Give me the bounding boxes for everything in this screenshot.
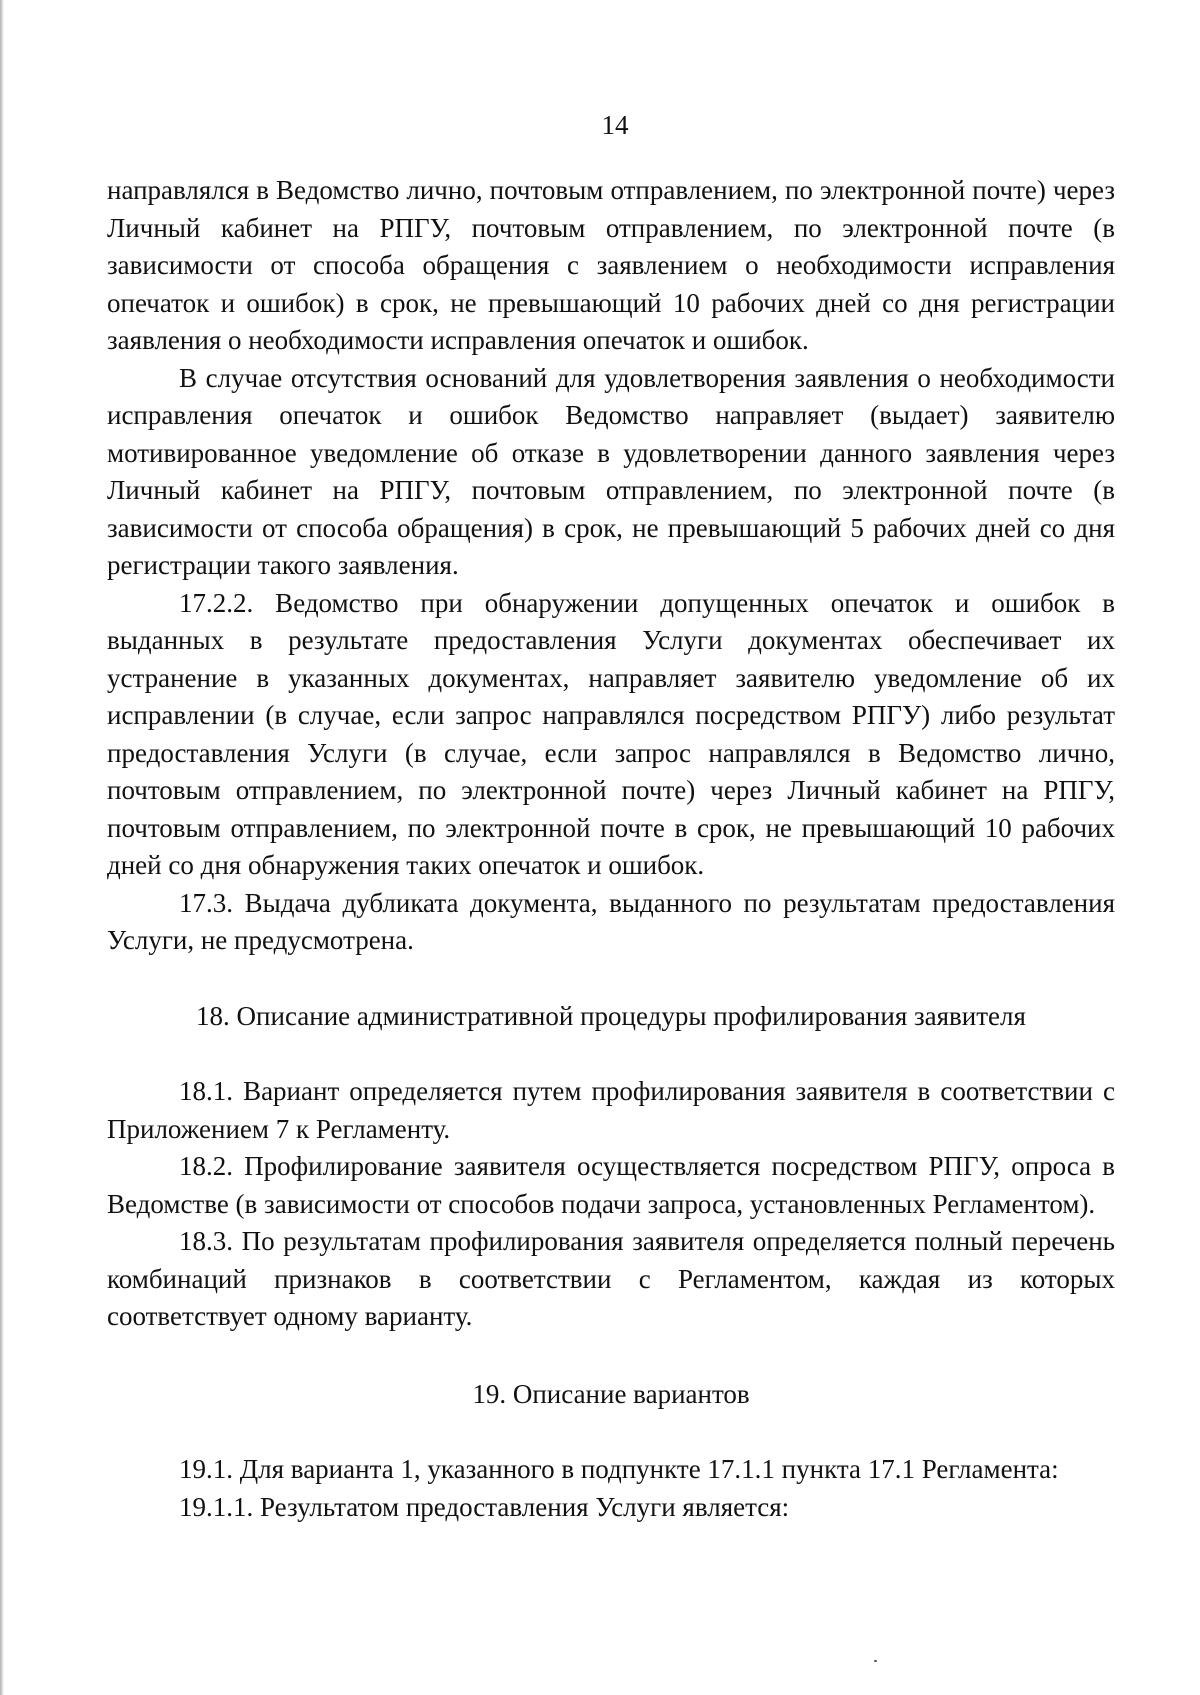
paragraph-18-2: 18.2. Профилирование заявителя осуществляется посредством РПГУ, опроса в Ведомстве (в зависимости от способов подачи запроса, установленных Регламентом). bbox=[107, 1151, 1115, 1219]
document-body bbox=[107, 172, 1115, 1526]
paragraph-19-1: 19.1. Для варианта 1, указанного в подпункте 17.1.1 пункта 17.1 Регламента: bbox=[179, 1454, 1059, 1484]
page-number: 14 bbox=[601, 110, 629, 140]
section-18-heading: 18. Описание административной процедуры профилирования заявителя bbox=[196, 1000, 1026, 1031]
section-19-heading: 19. Описание вариантов bbox=[472, 1378, 750, 1409]
paragraph-19-1-1: 19.1.1. Результатом предоставления Услуги является: bbox=[179, 1491, 790, 1522]
scan-speck bbox=[874, 1660, 877, 1662]
scan-edge-shadow bbox=[0, 0, 4, 1695]
paragraph-refusal: В случае отсутствия оснований для удовлетворения заявления о необходимости исправления опечаток и ошибок Ведомство направляет (выдает) заявителю мотивированное уведомление об отказе в удовлетворении данного заявления через Личный кабинет на РПГУ, почтовым отправлением, по электронной почте (в зависимости от способа обращения) в срок, не превышающий 5 рабочих дней со дня регистрации такого заявления. bbox=[107, 362, 1115, 580]
paragraph-17-3: 17.3. Выдача дубликата документа, выданного по результатам предоставления Услуги, не предусмотрена. bbox=[107, 887, 1115, 955]
paragraph-18-1: 18.1. Вариант определяется путем профилирования заявителя в соответствии с Приложением 7 к Регламенту. bbox=[107, 1076, 1115, 1144]
paragraph-continuation: направлялся в Ведомство лично, почтовым отправлением, по электронной почте) через Личный кабинет на РПГУ, почтовым отправлением, по электронной почте (в зависимости от способа обращения с заявлением о необходимости исправления опечаток и ошибок) в срок, не превышающий 10 рабочих дней со дня регистрации заявления о необходимости исправления опечаток и ошибок. bbox=[107, 175, 1115, 355]
paragraph-17-2-2: 17.2.2. Ведомство при обнаружении допущенных опечаток и ошибок в выданных в результате предоставления Услуги документах обеспечивает их устранение в указанных документах, направляет заявителю уведомление об их исправлении (в случае, если запрос направлялся посредством РПГУ) либо результат предоставления Услуги (в случае, если запрос направлялся в Ведомство лично, почтовым отправлением, по электронной почте) через Личный кабинет на РПГУ, почтовым отправлением, по электронной почте в срок, не превышающий 10 рабочих дней со дня обнаружения таких опечаток и ошибок. bbox=[107, 587, 1115, 880]
paragraph-18-3: 18.3. По результатам профилирования заявителя определяется полный перечень комбинаций признаков в соответствии с Регламентом, каждая из которых соответствует одному варианту. bbox=[107, 1226, 1115, 1331]
